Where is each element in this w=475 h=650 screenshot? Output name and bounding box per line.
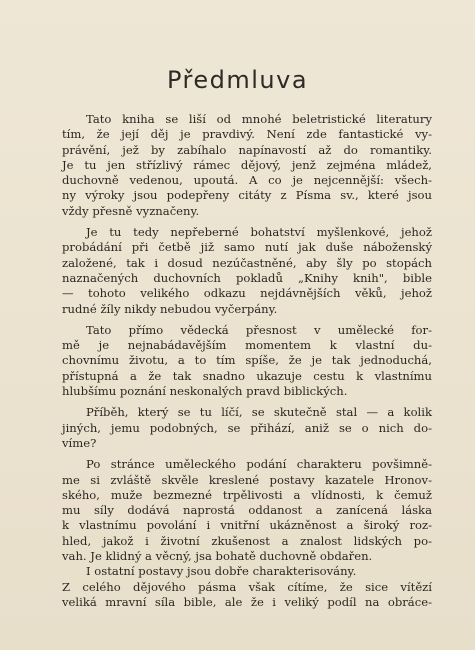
text-line: hled, jakož i životní zkušenost a znalost lidských po-	[62, 533, 432, 548]
text-line: přístupná a že tak snadno ukazuje cestu k vlastnímu	[62, 368, 432, 383]
text-line: naznačených duchovních pokladů „Knihy knih", bible	[62, 270, 432, 285]
text-line: Tato přímo vědecká přesnost v umělecké for-	[86, 322, 432, 337]
text-line: me si zvláště skvěle kreslené postavy kazatele Hronov-	[62, 472, 432, 487]
text-line: veliká mravní síla bible, ale že i veliký podíl na obráce-	[62, 594, 432, 609]
text-line: Tato kniha se liší od mnohé beletristické literatury	[86, 112, 432, 126]
text-line: Z celého dějového pásma však cítíme, že sice vítězí	[62, 579, 432, 594]
text-line: probádání při četbě již samo nutí jak duše náboženský	[62, 240, 432, 255]
text-line: Po stránce uměleckého podání charakteru povšimně-	[86, 457, 432, 472]
text-line: duchovně vedenou, upoutá. A co je nejcennější: všech-	[62, 173, 432, 188]
text-line: I ostatní postavy jsou dobře charakterisovány.	[86, 564, 357, 579]
text-line: k vlastnímu povolání i vnitřní ukázněnost a široký roz-	[62, 518, 432, 533]
text-line: Je tu tedy nepřeberné bohatství myšlenkové, jehož	[86, 225, 432, 240]
text-line: Příběh, který se tu líčí, se skutečně stal — a kolik	[86, 405, 432, 420]
text-line: tím, že její děj je pravdivý. Není zde fantastické vy-	[62, 127, 432, 142]
text-line: ského, muže bezmezné trpělivosti a vlídnosti, k čemuž	[62, 487, 432, 502]
text-line: vždy přesně vyznačeny.	[62, 203, 200, 218]
text-line: založené, tak i dosud nezúčastněné, aby šly po stopách	[62, 255, 432, 270]
text-line: vah. Je klidný a věcný, jsa bohatě duchovně obdařen.	[62, 549, 373, 564]
text-line: hlubšímu poznání neskonalých pravd biblických.	[62, 384, 348, 399]
text-line: chovnímu životu, a to tím spíše, že je tak jednoduchá,	[62, 353, 432, 368]
text-line: — tohoto velikého odkazu nejdávnějších věků, jehož	[62, 286, 432, 301]
preface-text	[62, 112, 432, 610]
text-line: ny výroky jsou podepřeny citáty z Písma sv., které jsou	[62, 188, 432, 203]
text-line: víme?	[62, 435, 97, 450]
text-line: mu síly dodává naprostá oddanost a zanícená láska	[62, 503, 432, 518]
text-line: jiných, jemu podobných, se přihází, aniž se o nich do-	[62, 420, 432, 435]
text-line: mě je nejnabádavějším momentem k vlastní du-	[62, 338, 432, 353]
text-line: Je tu jen střízlivý rámec dějový, jenž zejména mládež,	[62, 157, 432, 172]
text-line: právění, jež by zabíhalo napínavostí až do romantiky.	[62, 142, 432, 157]
page-title: Předmluva	[166, 66, 309, 94]
text-line: rudné žíly nikdy nebudou vyčerpány.	[62, 301, 278, 316]
